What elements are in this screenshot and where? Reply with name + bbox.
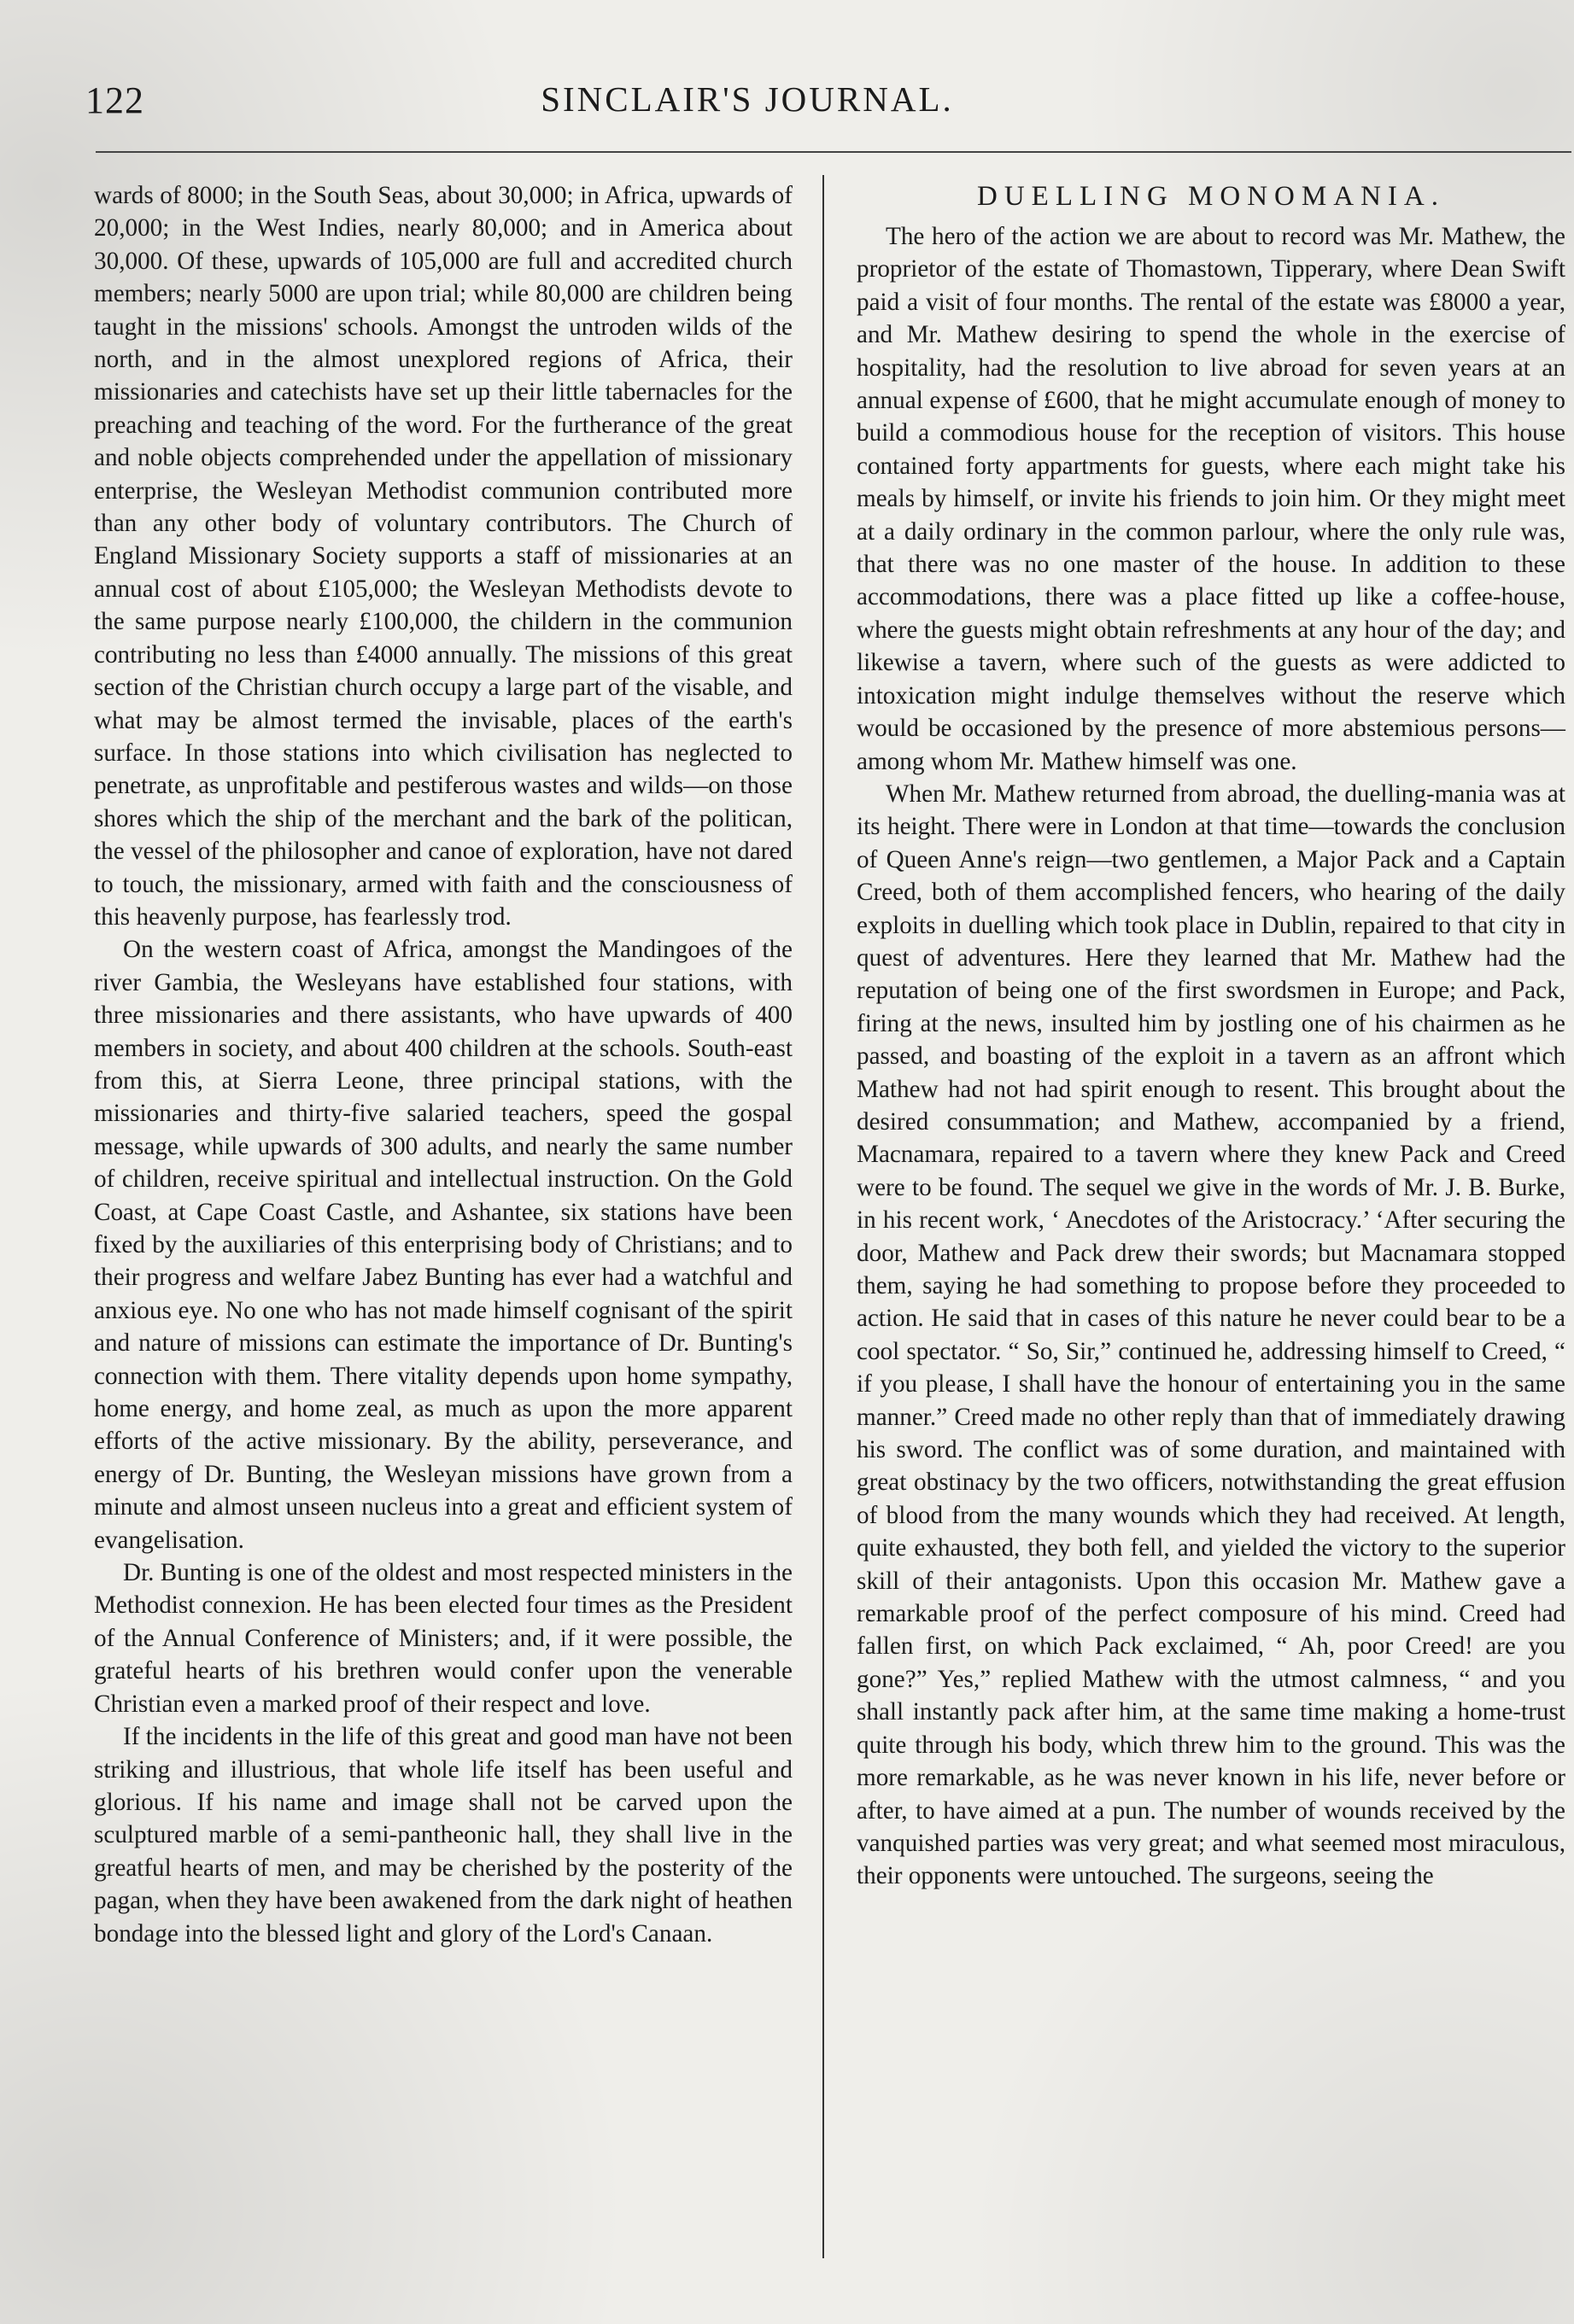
article-title: DUELLING MONOMANIA. [977, 181, 1445, 212]
column-divider [822, 175, 824, 2258]
left-paragraph-2: On the western coast of Africa, amongst the Mandingoes of the river Gambia, the Wesleyans have established four stations, with three missionaries and there assistants, who have upwards of 400 members in society, and about 400 children at the schools. South-east from this, at Sierra Leone, three principal stations, with the missionaries and thirty-five salaried teachers, speed the gospal message, while upwards of 300 adults, and nearly the same number of children, receive spiritual and intellectual instruction. On the Gold Coast, at Cape Coast Castle, and Ashantee, six stations have been fixed by the auxiliaries of this enterprising body of Christians; and to their progress and welfare Jabez Bunting has ever had a watchful and anxious eye. No one who has not made himself cognisant of the spirit and nature of missions can estimate the importance of Dr. Bunting's connection with them. There vitality depends upon home sympathy, home energy, and home zeal, as much as upon the more apparent efforts of the active missionary. By the ability, perseverance, and energy of Dr. Bunting, the Wesleyan missions have grown from a minute and almost unseen nucleus into a great and efficient system of evangelisation. [94, 936, 793, 1554]
header-rule [96, 151, 1571, 153]
page-number: 122 [85, 79, 144, 121]
left-paragraph-1: wards of 8000; in the South Seas, about 30,000; in Africa, upwards of 20,000; in the West Indies, nearly 80,000; and in America about 30,000. Of these, upwards of 105,000 are full and accredited church members; nearly 5000 are upon trial; while 80,000 are children being taught in the missions' schools. Amongst the untroden wilds of the north, and in the almost unexplored regions of Africa, their missionaries and catechists have set up their little tabernacles for the preaching and teaching of the word. For the furtherance of the great and noble objects comprehended under the appellation of missionary enterprise, the Wesleyan Methodist communion contributed more than any other body of voluntary contributors. The Church of England Missionary Society supports a staff of missionaries at an annual cost of about £105,000; the Wesleyan Methodists devote to the same purpose nearly £100,000, the childern in the communion contributing no less than £4000 annually. The missions of this great section of the Christian church occupy a large part of the visable, and what may be almost termed the invisable, places of the earth's surface. In those stations into which civilisation has neglected to penetrate, as unprofitable and pestiferous wastes and wilds—on those shores which the ship of the merchant and the bark of the politican, the vessel of the philosopher and canoe of exploration, have not dared to touch, the missionary, armed with faith and the consciousness of this heavenly purpose, has fearlessly trod. [94, 182, 793, 931]
journal-title: SINCLAIR'S JOURNAL. [541, 79, 954, 119]
page-header [85, 79, 1574, 130]
right-paragraph-1: The hero of the action we are about to record was Mr. Mathew, the proprietor of the estate of Thomastown, Tipperary, where Dean Swift paid a visit of four months. The rental of the estate was £8000 a year, and Mr. Mathew desiring to spend the whole in the exercise of hospitality, had the resolution to live abroad for seven years at an annual expense of £600, that he might accumulate enough of money to build a commodious house for the reception of visitors. This house contained forty appartments for guests, where each might take his meals by himself, or invite his friends to join him. Or they might meet at a daily ordinary in the common parlour, where the only rule was, that there was no one master of the house. In addition to these accommodations, there was a place fitted up like a coffee-house, where the guests might obtain refreshments at any hour of the day; and likewise a tavern, where such of the guests as were addicted to intoxication might indulge themselves without the reserve which would be occasioned by the presence of more abstemious persons—among whom Mr. Mathew himself was one. [857, 223, 1565, 775]
left-paragraph-4: If the incidents in the life of this great and good man have not been striking and illustrious, that whole life itself has been useful and glorious. If his name and image shall not be carved upon the sculptured marble of a semi-pantheonic hall, they shall live in the greatful hearts of men, and may be cherished by the posterity of the pagan, when they have been awakened from the dark night of heathen bondage into the blessed light and glory of the Lord's Canaan. [94, 1723, 793, 1947]
right-paragraph-2: When Mr. Mathew returned from abroad, the duelling-mania was at its height. There were in London at that time—towards the conclusion of Queen Anne's reign—two gentlemen, a Major Pack and a Captain Creed, both of them accomplished fencers, who hearing of the daily exploits in duelling which took place in Dublin, repaired to that city in quest of adventures. Here they learned that Mr. Mathew had the reputation of being one of the first swordsmen in Europe; and Pack, firing at the news, insulted him by jostling one of his chairmen as he passed, and boasting of the exploit in a tavern as an affront which Mathew had not had spirit enough to resent. This brought about the desired consummation; and Mathew, accompanied by a friend, Macnamara, repaired to a tavern where they knew Pack and Creed were to be found. The sequel we give in the words of Mr. J. B. Burke, in his recent work, ‘ Anecdotes of the Aristocracy.’ ‘After securing the door, Mathew and Pack drew their swords; but Macnamara stopped them, saying he had something to propose before they proceeded to action. He said that in cases of this nature he never could bear to be a cool spectator. “ So, Sir,” continued he, addressing himself to Creed, “ if you please, I shall have the honour of entertaining you in the same manner.” Creed made no other reply than that of immediately drawing his sword. The conflict was of some duration, and maintained with great obstinacy by the two officers, notwithstanding the great effusion of blood from the many wounds which they had received. At length, quite exhausted, they both fell, and yielded the victory to the superior skill of their antagonists. Upon this occasion Mr. Mathew gave a remarkable proof of the perfect composure of his mind. Creed had fallen first, on which Pack exclaimed, “ Ah, poor Creed! are you gone?” Yes,” replied Mathew with the utmost calmness, “ and you shall instantly pack after him, at the same time making a home-trust quite through his body, which threw him to the ground. This was the more remarkable, as he was never known in his life, never before or after, to have aimed at a pun. The number of wounds received by the vanquished parties was very great; and what seemed most miraculous, their opponents were untouched. The surgeons, seeing the [857, 780, 1565, 1890]
left-paragraph-3: Dr. Bunting is one of the oldest and most respected ministers in the Methodist connexion. He has been elected four times as the President of the Annual Conference of Ministers; and, if it were possible, the grateful hearts of his brethren would confer upon the venerable Christian even a marked proof of their respect and love. [94, 1559, 793, 1718]
left-column [94, 179, 793, 1950]
right-column [857, 179, 1565, 1893]
